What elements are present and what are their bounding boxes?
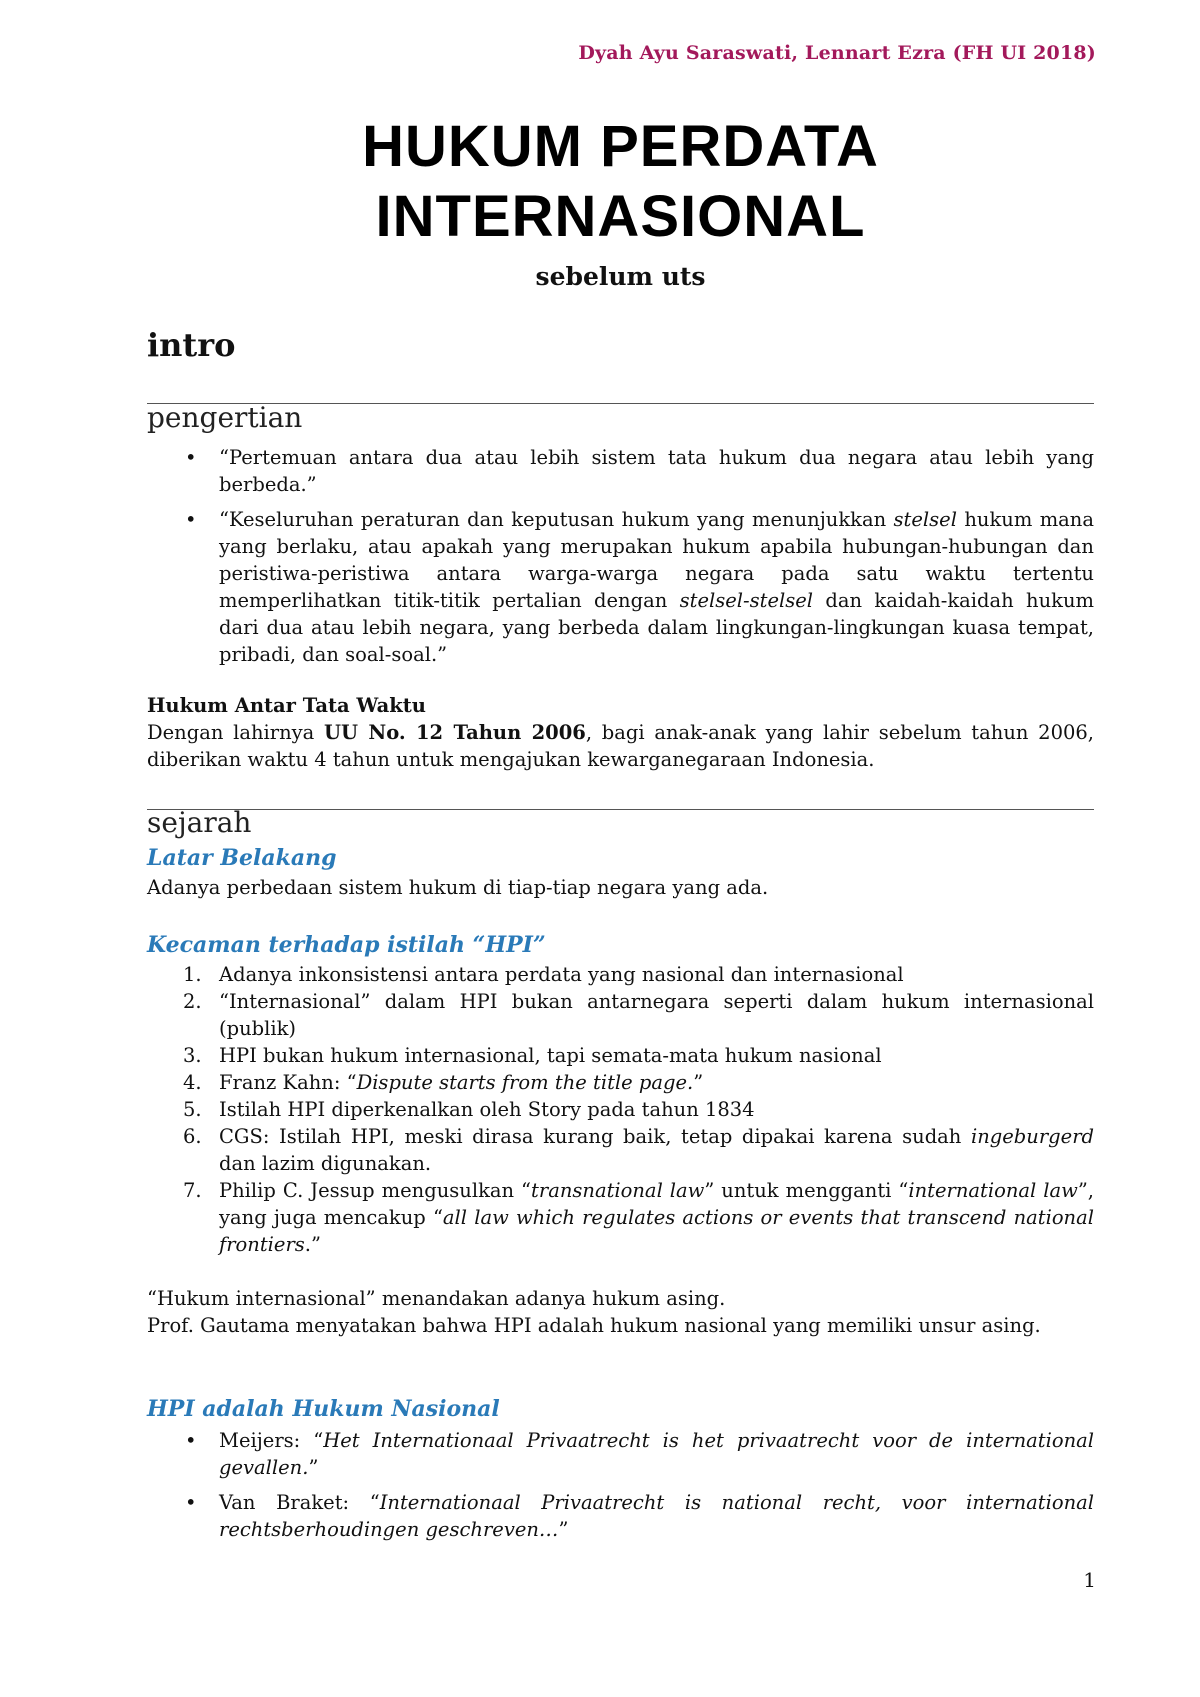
italic-term: all law which regulates actions or events that transcend national frontiers [219,1206,1094,1256]
author-header: Dyah Ayu Saraswati, Lennart Ezra (FH UI 2018) [578,42,1096,64]
list-item-text: “Pertemuan antara dua atau lebih sistem tata hukum dua negara atau lebih yang berbeda.” [219,446,1094,496]
latar-belakang-text: Adanya perbedaan sistem hukum di tiap-tiap negara yang ada. [147,876,769,899]
list-item-text: Istilah HPI diperkenalkan oleh Story pada tahun 1834 [219,1098,755,1121]
list-item-text: Philip C. Jessup mengusulkan “ [219,1179,532,1202]
bullet-icon: • [185,1491,197,1514]
heading-hpi-nasional: HPI adalah Hukum Nasional [147,1396,500,1422]
italic-quote: Internationaal Privaatrecht is national recht, voor international rechtsberhoudingen geschreven… [219,1491,1094,1541]
list-item [147,1042,1094,1069]
list-item-text: ” [558,1518,569,1541]
list-number: 5. [183,1098,202,1121]
list-number: 3. [183,1044,202,1067]
list-item-text: Adanya inkonsistensi antara perdata yang nasional dan internasional [219,963,904,986]
bullet-icon: • [185,446,197,469]
bullet-icon: • [185,1429,197,1452]
bullet-list [147,444,1094,668]
list-number: 6. [183,1125,202,1148]
list-item [147,1177,1094,1258]
hpi-nasional-list [147,1427,1094,1543]
document-title [147,112,1094,252]
title-line-2: INTERNASIONAL [375,184,866,249]
title-line-1: HUKUM PERDATA [362,114,879,179]
hatw-text [147,719,1094,773]
hatw-block [147,692,1094,773]
italic-term: international law [908,1179,1078,1202]
list-item [147,1096,1094,1123]
list-number: 4. [183,1071,202,1094]
list-item-text: ”, yang juga mencakup “ [219,1179,1094,1229]
hatw-text-post: , bagi anak-anak yang lahir sebelum tahun 2006, diberikan waktu 4 tahun untuk mengajukan kewarganegaraan Indonesia. [147,721,1094,771]
kecaman-notes [147,1285,1094,1339]
list-item-text: .” [304,1233,321,1256]
hatw-heading: Hukum Antar Tata Waktu [147,694,426,717]
divider [147,809,1094,810]
list-item [147,1123,1094,1177]
list-item-text: Van Braket: “ [219,1491,380,1514]
list-item [147,988,1094,1042]
hatw-text-pre: Dengan lahirnya [147,721,325,744]
italic-term: ingeburgerd [970,1125,1094,1148]
list-number: 7. [183,1179,202,1202]
list-item-text: “Internasional” dalam HPI bukan antarnegara seperti dalam hukum internasional (publik) [219,990,1094,1040]
list-item-text: “Keseluruhan peraturan dan keputusan hukum yang menunjukkan [219,508,894,531]
list-item-text: Meijers: “ [219,1429,324,1452]
list-item [147,961,1094,988]
list-item-text: ” [308,1456,319,1479]
heading-latar-belakang: Latar Belakang [147,845,337,871]
list-item [147,1427,1094,1481]
numbered-list [147,961,1094,1258]
bullet-list [147,1427,1094,1543]
list-item-text: Franz Kahn: “ [219,1071,357,1094]
note-gautama: Prof. Gautama menyatakan bahwa HPI adalah hukum nasional yang memiliki unsur asing. [147,1314,1041,1337]
list-item-text: HPI bukan hukum internasional, tapi semata-mata hukum nasional [219,1044,882,1067]
section-heading-intro: intro [147,326,236,364]
subsection-heading-pengertian: pengertian [147,401,303,434]
italic-term: transnational law [531,1179,705,1202]
list-item-text: ” [693,1071,704,1094]
hatw-text-law: UU No. 12 Tahun 2006 [324,721,586,744]
list-item [147,1069,1094,1096]
page-number: 1 [1083,1568,1096,1592]
list-item-text: CGS: Istilah HPI, meski dirasa kurang baik, tetap dipakai karena sudah [219,1125,971,1148]
kecaman-list [147,961,1094,1258]
list-item-text: dan lazim digunakan. [219,1152,432,1175]
italic-term: stelsel [893,508,957,531]
italic-term: stelsel-stelsel [679,589,814,612]
subsection-heading-sejarah: sejarah [147,806,252,839]
heading-kecaman: Kecaman terhadap istilah “HPI” [147,932,546,958]
list-item-text: dan kaidah-kaidah hukum dari dua atau lebih negara, yang berbeda dalam lingkungan-lingkungan kuasa tempat, pribadi, dan soal-soal.” [219,589,1094,666]
list-item-text: hukum mana yang berlaku, atau apakah yang merupakan hukum apabila hubungan-hubungan dan peristiwa-peristiwa antara warga-warga negara pada satu waktu tertentu memperlihatkan titik-titik pertalian dengan [219,508,1094,612]
list-item-text: ” untuk mengganti “ [704,1179,909,1202]
list-item [147,444,1094,498]
list-item [147,506,1094,668]
list-number: 2. [183,990,202,1013]
note-hukum-internasional: “Hukum internasional” menandakan adanya hukum asing. [147,1287,726,1310]
italic-quote: Het Internationaal Privaatrecht is het privaatrecht voor de international gevallen. [219,1429,1094,1479]
document-subtitle: sebelum uts [535,262,706,291]
pengertian-list [147,444,1094,668]
list-item [147,1489,1094,1543]
list-number: 1. [183,963,202,986]
italic-term: Dispute starts from the title page. [356,1071,694,1094]
bullet-icon: • [185,508,197,531]
